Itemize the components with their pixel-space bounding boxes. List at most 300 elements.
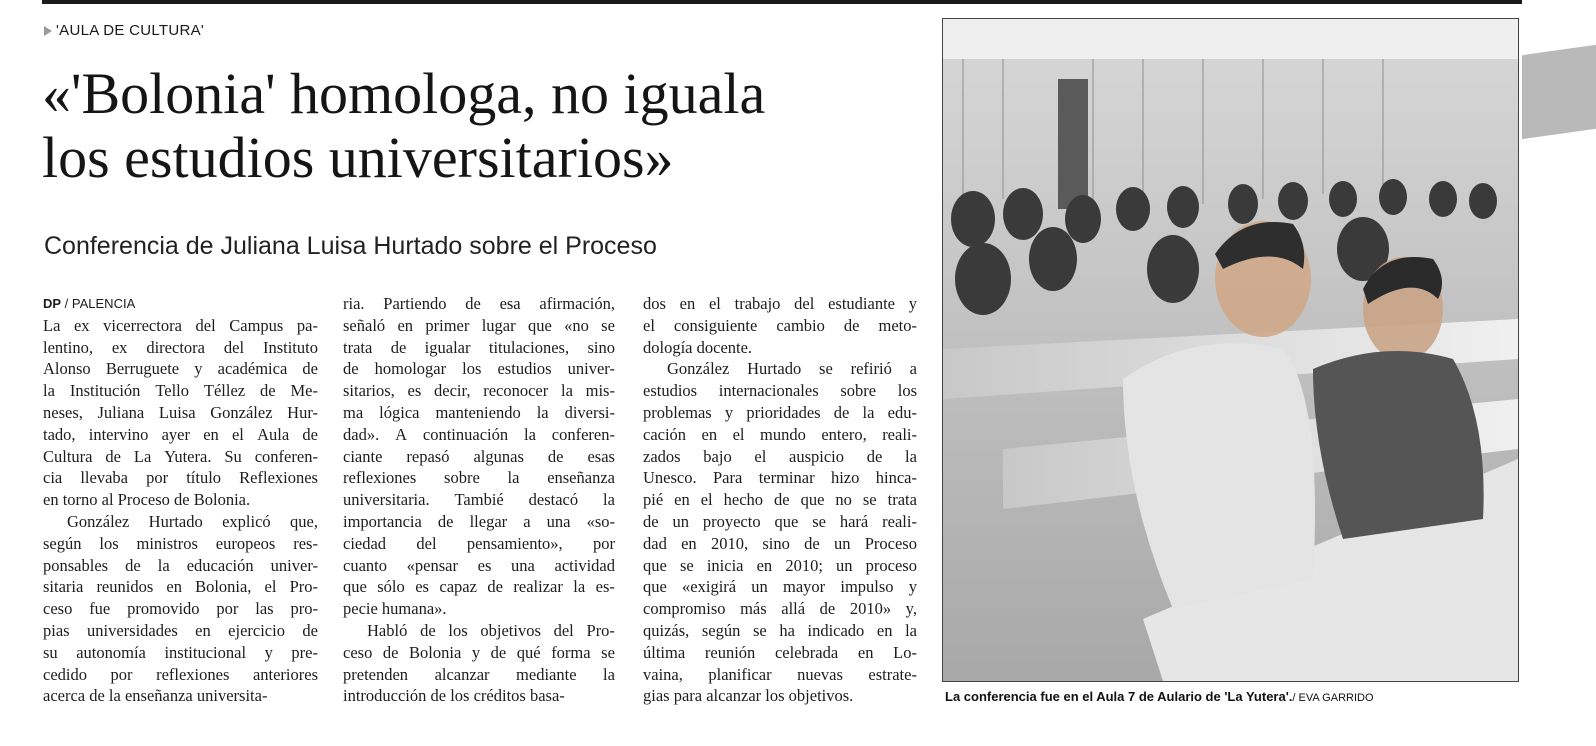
word: cuanto: [343, 555, 387, 575]
word: de: [490, 642, 507, 662]
word: se: [819, 359, 833, 379]
column-3-text: [643, 293, 917, 707]
text-line: [643, 555, 917, 577]
word: y: [908, 294, 917, 313]
word: que: [643, 577, 667, 597]
photo-caption: [945, 689, 1374, 704]
text-line: [43, 315, 318, 337]
word: ex: [111, 337, 128, 357]
word: edu-: [887, 402, 917, 422]
section-label: [44, 22, 204, 39]
word: en: [876, 620, 893, 640]
word: estrate-: [868, 664, 917, 684]
word: sobre: [840, 381, 877, 401]
word: sitarios,: [343, 381, 395, 401]
word: entero,: [821, 424, 867, 444]
word: Lo-: [893, 642, 917, 662]
word: de: [819, 599, 836, 619]
word: dos: [643, 294, 666, 313]
word: planificar: [708, 664, 772, 684]
word: la: [905, 446, 917, 466]
word: sino: [762, 533, 790, 553]
word: que: [774, 511, 799, 531]
word: reflexiones: [156, 664, 230, 684]
word: 2010;: [785, 555, 823, 575]
photo-credit: / EVA GARRIDO: [1292, 692, 1374, 704]
word: Yutera.: [164, 446, 212, 466]
word: de: [302, 620, 318, 640]
word: homologar: [374, 359, 447, 379]
word: título: [186, 468, 222, 488]
word: diversi-: [564, 402, 615, 422]
word: ciante: [343, 446, 383, 466]
word: de: [547, 446, 564, 466]
word: repasó: [406, 446, 450, 466]
word: Hur-: [287, 402, 318, 422]
word: quizás,: [643, 620, 690, 640]
word: de: [302, 424, 318, 444]
word: univer-: [270, 555, 318, 575]
word: ha: [779, 620, 795, 640]
word: conferen-: [551, 424, 615, 444]
text-line: [343, 598, 615, 620]
text-line: [43, 511, 318, 533]
word: Tello: [155, 381, 189, 401]
word: Proceso: [864, 533, 917, 553]
word: intervino: [88, 424, 149, 444]
word: reunión: [704, 642, 756, 662]
word: compromiso: [643, 599, 726, 619]
word: llegar: [469, 511, 508, 531]
word: Su: [224, 446, 242, 466]
word: indicado: [807, 620, 865, 640]
word: la: [603, 490, 615, 510]
word: destacó: [528, 490, 579, 510]
word: estudios: [643, 381, 698, 401]
word: Institución: [69, 381, 141, 401]
word: en: [397, 315, 414, 335]
word: ponsables: [43, 555, 109, 575]
word: Pro-: [586, 620, 615, 640]
word: un: [836, 555, 853, 575]
word: pre-: [291, 642, 318, 662]
word: lógica: [379, 402, 420, 422]
word: proceso: [865, 555, 917, 575]
word: institucional: [164, 642, 247, 662]
word: la: [573, 577, 586, 597]
word: Alonso: [43, 359, 91, 379]
text-line: [343, 337, 615, 359]
word: vicerrectora: [103, 315, 182, 335]
word: pa-: [296, 315, 318, 335]
word: Hurtado: [747, 359, 802, 379]
word: se: [601, 642, 615, 662]
word: impulso: [840, 577, 894, 597]
text-line: [343, 358, 615, 380]
word: universitaria.: [343, 490, 430, 510]
text-line: [643, 293, 917, 315]
word: un: [672, 511, 689, 531]
word: estudiante: [828, 294, 895, 313]
word: de: [343, 359, 359, 379]
word: se: [862, 490, 877, 510]
word: consiguiente: [673, 315, 758, 335]
word: pias: [43, 620, 70, 640]
word: res-: [293, 533, 318, 553]
word: de: [774, 490, 790, 510]
word: Instituto: [262, 337, 318, 357]
text-line: [43, 337, 318, 359]
text-line: [43, 489, 318, 511]
word: actividad: [554, 555, 615, 575]
text-line-words: pecie humana».: [343, 599, 447, 619]
text-line: [43, 555, 318, 577]
word: pro-: [290, 599, 318, 619]
word: qué: [516, 642, 541, 662]
word: de: [866, 446, 883, 466]
word: de: [833, 402, 850, 422]
text-line: [343, 642, 615, 664]
section-text: 'AULA DE CULTURA': [56, 22, 205, 39]
word: y: [908, 577, 917, 597]
word: que: [343, 577, 367, 597]
word: un: [751, 577, 768, 597]
text-line: [643, 446, 917, 468]
text-line: [343, 664, 615, 686]
word: sobre: [444, 468, 480, 488]
word: Luisa: [158, 402, 196, 422]
word: ciedad: [343, 533, 387, 553]
word: enseñanza: [547, 468, 615, 488]
headline: [42, 62, 922, 190]
word: la: [603, 664, 615, 684]
word: y: [264, 642, 273, 662]
text-line: [643, 685, 917, 707]
word: en: [756, 555, 773, 575]
word: sino: [587, 337, 615, 357]
word: problemas: [643, 402, 712, 422]
word: por: [593, 533, 615, 553]
word: hecho: [723, 490, 764, 510]
word: la: [157, 555, 170, 575]
column-1-text: [43, 315, 318, 707]
word: importancia: [343, 511, 422, 531]
text-line: [43, 446, 318, 468]
word: decir,: [434, 381, 471, 401]
word: un: [833, 533, 851, 553]
word: de: [125, 555, 141, 575]
word: de: [643, 511, 659, 531]
word: A: [395, 424, 407, 444]
word: reconocer: [483, 381, 549, 401]
text-line: [343, 555, 615, 577]
word: alcanzar: [434, 664, 490, 684]
word: afirmación,: [539, 294, 615, 313]
word: europeos: [215, 533, 276, 553]
word: titulaciones,: [488, 337, 570, 357]
word: prioridades: [746, 402, 821, 422]
word: Cultura: [43, 446, 93, 466]
word: capaz: [439, 577, 477, 597]
text-line: [643, 533, 917, 555]
word: mundo: [760, 424, 806, 444]
text-line-words: gias para alcanzar los objetivos.: [643, 686, 854, 706]
word: en: [681, 533, 697, 553]
word: cedido: [43, 664, 87, 684]
word: el: [264, 577, 277, 597]
subheadline: Conferencia de Juliana Luisa Hurtado sobre el Proceso: [44, 232, 657, 260]
word: «no: [564, 315, 589, 335]
word: forma: [551, 642, 591, 662]
text-line: [43, 620, 318, 642]
word: ria.: [343, 294, 365, 313]
word: se: [601, 315, 615, 335]
top-rule: [42, 0, 1522, 4]
word: reali-: [882, 424, 917, 444]
word: Bolonia: [409, 642, 462, 662]
text-line-words: dología docente.: [643, 337, 753, 357]
word: y: [471, 642, 481, 662]
word: Juliana: [97, 402, 145, 422]
word: que,: [290, 511, 318, 531]
word: que: [527, 315, 552, 335]
word: autonomía: [76, 642, 146, 662]
word: por: [216, 599, 239, 619]
word: mediante: [516, 664, 577, 684]
word: la: [905, 620, 917, 640]
word: ex: [73, 315, 90, 335]
word: del: [553, 620, 574, 640]
word: la: [43, 381, 55, 401]
word: de: [382, 642, 399, 662]
word: por: [110, 664, 133, 684]
word: proyecto: [702, 511, 761, 531]
word: y: [194, 359, 203, 379]
lecture-photo: [942, 18, 1519, 682]
word: académica: [217, 359, 288, 379]
caption-text: La conferencia fue en el Aula 7 de Aulario de 'La Yutera'.: [945, 689, 1293, 704]
word: cambio: [776, 315, 825, 335]
text-line: [43, 598, 318, 620]
word: Hurtado: [148, 511, 203, 531]
headline-line-1: «'Bolonia' homologa, no iguala: [42, 61, 766, 126]
byline-place: PALENCIA: [71, 296, 136, 311]
text-line: [43, 424, 318, 446]
text-line: [643, 620, 917, 642]
word: en: [701, 424, 718, 444]
word: ministros: [136, 533, 198, 553]
word: explicó: [222, 511, 271, 531]
word: vaina,: [643, 664, 683, 684]
word: anteriores: [252, 664, 318, 684]
word: de: [390, 337, 407, 357]
word: llevaba: [80, 468, 128, 488]
word: lentino,: [43, 337, 93, 357]
word: los: [99, 533, 119, 553]
word: realizar: [513, 577, 563, 597]
word: la: [862, 402, 875, 422]
word: trata: [343, 337, 373, 357]
word: es-: [595, 577, 615, 597]
word: es: [477, 555, 492, 575]
text-line: [343, 315, 615, 337]
text-line-words: en torno al Proceso de Bolonia.: [43, 490, 251, 510]
word: Para: [712, 468, 743, 488]
word: refirió: [850, 359, 892, 379]
word: González: [667, 359, 730, 379]
text-line: [343, 402, 615, 424]
word: en: [679, 294, 696, 313]
word: que: [643, 555, 667, 575]
text-line: [643, 380, 917, 402]
word: ma: [343, 402, 364, 422]
word: primer: [425, 315, 470, 335]
word: los: [897, 381, 917, 401]
word: ayer: [161, 424, 190, 444]
word: una: [511, 555, 535, 575]
word: Me-: [290, 381, 318, 401]
word: de: [302, 359, 318, 379]
text-line: [343, 380, 615, 402]
word: de: [465, 294, 481, 313]
word: la: [560, 381, 573, 401]
byline-separator: /: [61, 296, 72, 311]
text-line: [43, 685, 318, 707]
text-line: [43, 642, 318, 664]
word: fue: [89, 599, 111, 619]
word: ceso: [343, 642, 373, 662]
word: bajo: [703, 446, 732, 466]
text-line: [43, 664, 318, 686]
word: los: [462, 359, 482, 379]
word: la: [536, 402, 549, 422]
word: que: [800, 490, 825, 510]
word: mis-: [585, 381, 615, 401]
word: el: [754, 446, 767, 466]
word: del: [195, 315, 216, 335]
word: Tambié: [454, 490, 504, 510]
section-arrow-icon: [44, 26, 52, 36]
word: algunas: [473, 446, 524, 466]
word: la: [523, 424, 536, 444]
word: hizo: [830, 468, 860, 488]
word: nuevas: [797, 664, 843, 684]
word: es: [415, 577, 429, 597]
text-line: [343, 533, 615, 555]
word: de: [804, 533, 820, 553]
word: continuación: [422, 424, 509, 444]
text-line: [343, 620, 615, 642]
text-line: [643, 358, 917, 380]
word: de: [843, 315, 860, 335]
word: el: [231, 424, 244, 444]
word: Campus: [229, 315, 284, 335]
word: «exigirá: [682, 577, 737, 597]
word: la: [507, 468, 520, 488]
word: una: [546, 511, 571, 531]
word: univer-: [567, 359, 615, 379]
word: última: [643, 642, 686, 662]
word: el: [732, 424, 745, 444]
word: trabajo: [734, 294, 781, 313]
word: en: [674, 490, 690, 510]
word: las: [255, 599, 274, 619]
word: mayor: [783, 577, 826, 597]
text-line: [643, 337, 917, 359]
text-line: [343, 576, 615, 598]
word: educación: [186, 555, 254, 575]
word: Partiendo: [383, 294, 447, 313]
text-line: [343, 424, 615, 446]
word: del: [794, 294, 815, 313]
word: del: [416, 533, 437, 553]
word: auspicio: [789, 446, 845, 466]
word: hará: [839, 511, 869, 531]
text-line: [643, 664, 917, 686]
word: directora: [146, 337, 205, 357]
article-column-1: [43, 293, 318, 707]
word: esa: [499, 294, 521, 313]
word: Reflexiones: [239, 468, 318, 488]
text-line: [643, 489, 917, 511]
word: igualar: [424, 337, 471, 357]
text-line: [643, 467, 917, 489]
word: ejercicio: [228, 620, 285, 640]
word: el: [708, 294, 721, 313]
text-line: [343, 293, 615, 315]
word: manteniendo: [435, 402, 521, 422]
word: allá: [781, 599, 806, 619]
word: Téllez: [203, 381, 246, 401]
word: en: [166, 577, 182, 597]
word: de: [437, 511, 454, 531]
text-line: [343, 489, 615, 511]
page-edge-tab: [1522, 45, 1596, 139]
text-line: [643, 511, 917, 533]
word: más: [740, 599, 767, 619]
word: 2010»: [849, 599, 892, 619]
word: reflexiones: [343, 468, 417, 488]
word: Pro-: [289, 577, 318, 597]
word: tado,: [43, 424, 76, 444]
word: La: [43, 315, 61, 335]
article-column-3: [643, 293, 917, 707]
word: de: [260, 381, 276, 401]
word: y,: [905, 599, 917, 619]
text-line: [43, 402, 318, 424]
word: lugar: [481, 315, 516, 335]
word: trata: [887, 490, 917, 510]
word: «pensar: [406, 555, 458, 575]
headline-line-2: los estudios universitarios»: [42, 125, 674, 190]
word: del: [223, 337, 245, 357]
text-line-words: introducción de los créditos basa-: [343, 686, 565, 706]
word: Aula: [257, 424, 290, 444]
word: zados: [643, 446, 681, 466]
word: dad: [643, 533, 667, 553]
word: meto-: [878, 315, 917, 335]
word: según: [43, 533, 82, 553]
word: Berruguete: [105, 359, 180, 379]
word: reali-: [882, 511, 917, 531]
word: en: [857, 642, 874, 662]
word: no: [835, 490, 852, 510]
word: se: [752, 620, 767, 640]
word: su: [43, 642, 58, 662]
word: de: [487, 577, 503, 597]
word: en: [195, 620, 211, 640]
word: de: [420, 620, 436, 640]
